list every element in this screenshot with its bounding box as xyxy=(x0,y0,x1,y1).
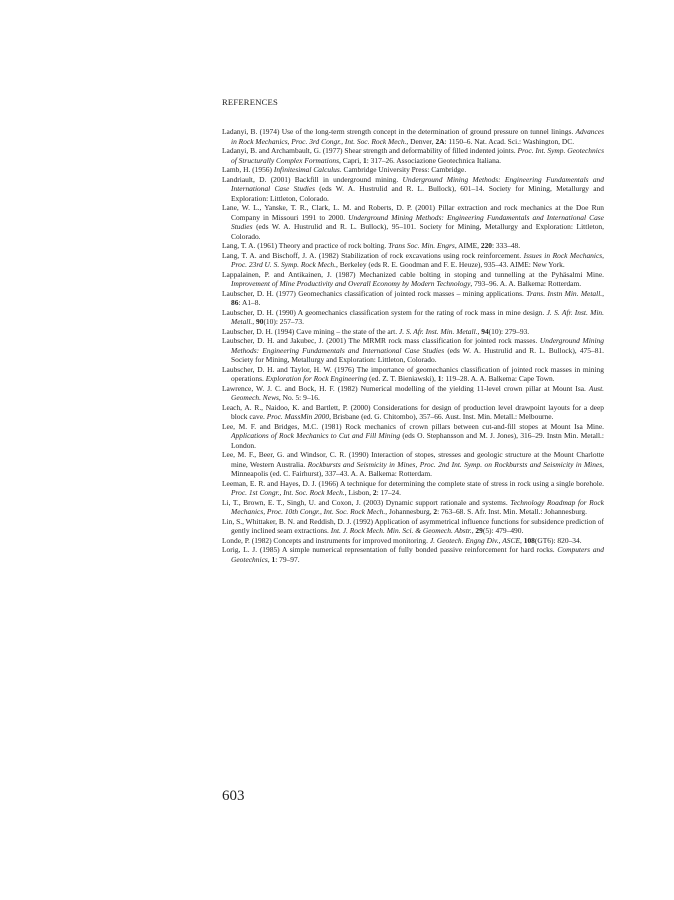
reference-segment: Landriault, D. (2001) Backfill in underground mining. xyxy=(222,174,403,184)
reference-segment: Lappalainen, P. and Antikainen, J. (1987) Mechanized cable bolting in stoping and tunnelling at the Pyhäsalmi Mine. xyxy=(222,269,604,279)
reference-segment: 1 xyxy=(363,155,367,165)
reference-segment: Lamb, H. (1956) xyxy=(222,165,274,174)
reference-segment: : 763–68. S. Afr. Inst. Min. Metall.: Johannesburg. xyxy=(437,507,587,516)
reference-segment: Trans Soc. Min. Engrs xyxy=(388,241,455,250)
reference-segment: Int. J. Rock Mech. Min. Sci. & Geomech. Abstr. xyxy=(330,526,472,535)
reference-segment: Leeman, E. R. and Hayes, D. J. (1966) A technique for determining the complete state of stress in rock using a single borehole. xyxy=(222,478,604,488)
reference-segment: 220 xyxy=(480,241,492,250)
reference-segment: Rockbursts and Seismicity in Mines, Proc. 2nd Int. Symp. on Rockbursts and Seismicity in Mines xyxy=(307,459,603,469)
reference-segment: Lee, M. F., Beer, G. and Windsor, C. R. (1990) Interaction of stopes, stresses and geologic structure at the Mount Charlotte mine, Western Australia. xyxy=(222,450,604,469)
reference-entry xyxy=(222,450,604,479)
reference-entry xyxy=(222,536,604,546)
reference-segment: (ed. Z. T. Bieniawski), xyxy=(367,374,438,383)
reference-segment: : 1150–6. Nat. Acad. Sci.: Washington, DC. xyxy=(444,136,575,146)
reference-segment: Ladanyi, B. (1974) Use of the long-term strength concept in the determination of ground pressure on tunnel linings. xyxy=(222,127,576,136)
reference-entry xyxy=(222,241,604,251)
reference-segment: Laubscher, D. H. (1994) Cave mining – the state of the art. xyxy=(222,326,399,336)
reference-segment: , xyxy=(602,288,604,298)
reference-segment: : 119–28. A. A. Balkema: Cape Town. xyxy=(441,374,555,383)
reference-segment: 86 xyxy=(231,298,239,307)
reference-segment: Ladanyi, B. and Archambault, G. (1977) Shear strength and deformability of filled indented joints. xyxy=(222,146,518,155)
reference-segment: (eds W. A. Hustrulid and R. L. Bullock), 95–101. Society for Mining, Metallurgy and Exploration: Littleton, Colorado. xyxy=(231,222,604,241)
reference-segment: Lang, T. A. and Bischoff, J. A. (1982) Stabilization of rock excavations using rock reinforcement. xyxy=(222,250,524,260)
reference-entry xyxy=(222,251,604,270)
reference-entry xyxy=(222,270,604,289)
reference-segment: Trans. Instn Min. Metall. xyxy=(526,288,603,298)
reference-entry xyxy=(222,327,604,337)
reference-segment: 1 xyxy=(271,554,276,564)
reference-entry xyxy=(222,365,604,384)
reference-segment: Proc. 1st Congr., Int. Soc. Rock Mech. xyxy=(231,488,345,497)
reference-segment: Issues in Rock Mechanics, Proc. 23rd U. S. Symp. Rock Mech. xyxy=(231,250,605,269)
reference-segment: , Denver, xyxy=(406,136,436,146)
reference-segment: Technology Roadmap for Rock Mechanics, Proc. 10th Congr., Int. Soc. Rock Mech. xyxy=(231,497,604,516)
reference-segment: J. S. Afr. Inst. Min. Metall. xyxy=(231,307,604,326)
reference-segment: Proc. MassMin 2000 xyxy=(266,412,330,421)
reference-segment: , xyxy=(267,554,272,564)
reference-segment: Laubscher, D. H. (1990) A geomechanics classification system for the rating of rock mass in mine design. xyxy=(222,307,547,317)
reference-segment: , Lisbon, xyxy=(344,488,373,497)
reference-segment: 108 xyxy=(523,535,535,545)
reference-segment: , Minneapolis (ed. C. Fairhurst), 337–43. A. A. Balkema: Rotterdam. xyxy=(231,459,604,478)
reference-segment: Applications of Rock Mechanics to Cut and Fill Mining xyxy=(231,431,401,440)
reference-segment: Infinitesimal Calculus xyxy=(273,165,340,174)
running-head: REFERENCES xyxy=(222,97,278,107)
reference-segment: (5): 479–490. xyxy=(482,526,524,535)
reference-segment: Laubscher, D. H. (1977) Geomechanics classification of jointed rock masses – mining applications. xyxy=(222,288,527,298)
reference-entry xyxy=(222,403,604,422)
reference-segment: Leach, A. R., Naidoo, K. and Bartlett, P. (2000) Considerations for design of production level drawpoint layouts for a deep block cave. xyxy=(222,402,604,421)
reference-segment: (10): 279–93. xyxy=(488,326,530,336)
reference-segment: (GT6): 820–34. xyxy=(534,535,582,545)
reference-entry xyxy=(222,165,604,175)
reference-segment: Lane, W. L., Yanske, T. R., Clark, L. M. and Roberts, D. P. (2001) Pillar extraction and rock mechanics at the Doe Run Company in Missouri 1991 to 2000. xyxy=(222,203,604,222)
reference-list xyxy=(222,127,604,564)
reference-segment: 1 xyxy=(437,374,442,383)
reference-segment: (eds W. A. Hustrulid and R. L. Bullock), 475–81. Society for Mining, Metallurgy and Exploration: Littleton, Colorado. xyxy=(231,345,604,364)
reference-segment: Underground Mining Methods: Engineering Fundamentals and International Case Studies xyxy=(231,174,604,193)
page-number: 603 xyxy=(222,788,245,804)
reference-segment: Computers and Geotechnics xyxy=(231,545,604,564)
reference-segment: Lorig, L. J. (1985) A simple numerical representation of fully bonded passive reinforcement for hard rocks. xyxy=(222,545,558,554)
reference-entry xyxy=(222,146,604,165)
reference-segment: J. Geotech. Engng Div., ASCE xyxy=(429,535,521,545)
reference-entry xyxy=(222,422,604,451)
reference-segment: 2 xyxy=(372,488,377,497)
reference-segment: 2A xyxy=(435,136,445,146)
reference-segment: . Cambridge University Press: Cambridge. xyxy=(339,165,467,174)
reference-segment: Lee, M. F. and Bridges, M.C. (1981) Rock mechanics of crown pillars between cut-and-fill stopes at Mount Isa Mine. xyxy=(222,421,604,431)
reference-segment: , 793–96. A. A. Balkema: Rotterdam. xyxy=(470,279,582,288)
reference-segment: , xyxy=(252,317,256,326)
reference-segment: , xyxy=(520,535,524,545)
reference-segment: , AIME, xyxy=(454,241,481,250)
reference-segment: , No. 5: 9–16. xyxy=(278,393,320,402)
reference-segment: , Berkeley (eds R. E. Goodman and F. E. Heuze), 935–43. AIME: New York. xyxy=(336,260,565,269)
reference-entry xyxy=(222,517,604,536)
reference-entry xyxy=(222,308,604,327)
reference-segment: Lin, S., Whittaker, B. N. and Reddish, D. J. (1992) Application of asymmetrical influence functions for subsidence prediction of gently inclined seam extractions. xyxy=(222,516,604,535)
reference-segment: : A1–8. xyxy=(238,298,261,307)
reference-segment: , Brisbane (ed. G. Chitombo), 357–66. Aust. Inst. Min. Metall.: Melbourne. xyxy=(329,412,554,421)
reference-segment: Underground Mining Methods: Engineering Fundamentals and International Case Studies xyxy=(231,336,604,355)
reference-segment: Advances in Rock Mechanics, Proc. 3rd Congr., Int. Soc. Rock Mech. xyxy=(231,127,604,146)
reference-segment: , Capri, xyxy=(339,155,364,165)
reference-segment: Underground Mining Methods: Engineering Fundamentals and International Case Studies xyxy=(231,212,604,231)
reference-segment: , Johannesburg, xyxy=(385,507,434,516)
reference-segment: : 17–24. xyxy=(376,488,401,497)
reference-segment: : 333–48. xyxy=(492,241,521,250)
reference-entry xyxy=(222,498,604,517)
reference-segment: Laubscher, D. H. and Jakubec, J. (2001) The MRMR rock mass classification for jointed rock masses. xyxy=(222,336,540,345)
reference-segment: (eds O. Stephansson and M. J. Jones), 316–29. Instn Min. Metall.: London. xyxy=(231,431,604,450)
reference-segment: Improvement of Mine Productivity and Overall Economy by Modern Technology xyxy=(231,279,471,288)
reference-segment: : 317–26. Associazione Geotechnica Italiana. xyxy=(366,155,501,165)
reference-entry xyxy=(222,479,604,498)
reference-segment: Lang, T. A. (1961) Theory and practice of rock bolting. xyxy=(222,241,389,250)
reference-segment: J. S. Afr. Inst. Min. Metall. xyxy=(398,326,478,336)
reference-segment: 2 xyxy=(433,507,438,516)
reference-segment: 90 xyxy=(256,317,264,326)
reference-entry xyxy=(222,289,604,308)
reference-segment: (10): 257–73. xyxy=(263,317,304,326)
reference-entry xyxy=(222,127,604,146)
reference-segment: Lawrence, W. J. C. and Bock, H. F. (1982) Numerical modelling of the yielding 11-level crown pillar at Mount Isa. xyxy=(222,383,589,393)
reference-entry xyxy=(222,384,604,403)
reference-segment: : 79–97. xyxy=(275,554,300,564)
reference-entry xyxy=(222,336,604,365)
reference-segment: Li, T., Brown, E. T., Singh, U. and Coxon, J. (2003) Dynamic support rationale and systems. xyxy=(222,497,511,507)
reference-entry xyxy=(222,175,604,204)
reference-segment: (eds W. A. Hustrulid and R. L. Bullock), 601–14. Society for Mining, Metallurgy and Exploration: Littleton, Colorado. xyxy=(231,184,604,203)
reference-segment: , xyxy=(471,526,476,535)
reference-segment: 29 xyxy=(475,526,483,535)
reference-segment: Exploration for Rock Engineering xyxy=(265,374,368,383)
reference-segment: Londe, P. (1982) Concepts and instruments for improved monitoring. xyxy=(222,535,430,545)
reference-segment: 94 xyxy=(481,326,489,336)
reference-segment: Proc. Int. Symp. Geotechnics of Structurally Complex Formations xyxy=(231,146,604,165)
reference-segment: Aust. Geomech. News xyxy=(231,383,604,402)
reference-entry xyxy=(222,545,604,564)
reference-segment: Laubscher, D. H. and Taylor, H. W. (1976) The importance of geomechanics classification of jointed rock masses in mining operations. xyxy=(222,364,604,383)
reference-segment: , xyxy=(477,326,482,336)
reference-entry xyxy=(222,203,604,241)
